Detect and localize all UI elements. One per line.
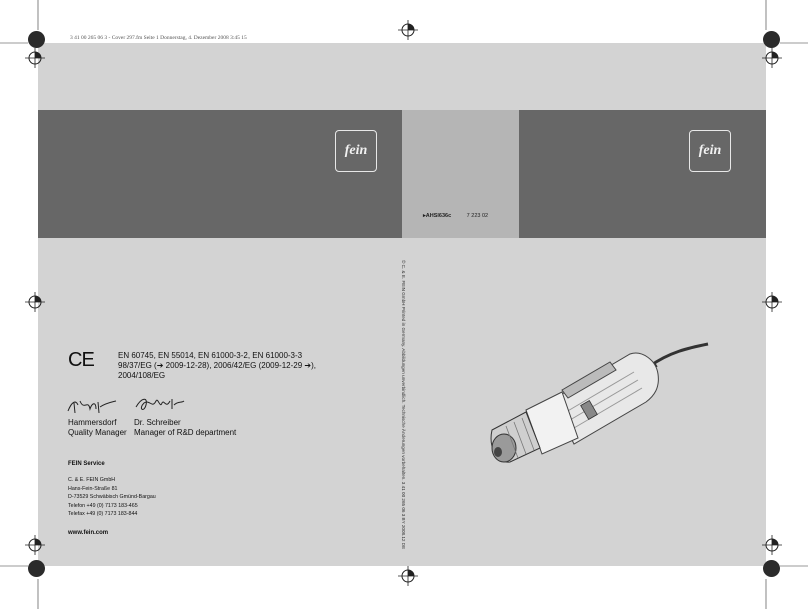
standards-line: 98/37/EG (➔ 2009-12-28), 2006/42/EG (2009-12-29 ➔), (118, 361, 316, 370)
standards-line: EN 60745, EN 55014, EN 61000-3-2, EN 61000-3-3 (118, 351, 303, 360)
product-name: ▸AHSl636c (423, 213, 452, 219)
address-phone: Telefon +49 (0) 7173 183-465 (68, 502, 138, 509)
address-city: D-73529 Schwäbisch Gmünd-Bargau (68, 494, 156, 501)
standards-line: 2004/108/EG (118, 371, 166, 380)
address-company: C. & E. FEIN GmbH (68, 477, 116, 483)
address-street: Hans-Fein-Straße 81 (68, 485, 118, 492)
signatory-role: Quality Manager (68, 428, 127, 437)
service-title: FEIN Service (68, 461, 105, 467)
print-header: 3 41 00 265 06 3 - Cover 297.fm Seite 1 Donnerstag, 4. Dezember 2008 3:45 15 (70, 35, 247, 41)
signatory-name: Dr. Schreiber (134, 418, 181, 427)
website-link[interactable]: www.fein.com (68, 530, 109, 536)
vertical-imprint-text: © C. & E. FEIN GmbH Printed in Germany. Abbildungen unverbindlich. Technische Änderungen vorbehalten. 3 41 00 265 06 3 BY 2008.12 DE (401, 260, 406, 550)
address-fax: Telefax +49 (0) 7173 183-844 (68, 511, 138, 518)
ce-mark: CE (68, 349, 94, 371)
signatory-name: Hammersdorf (68, 418, 117, 427)
signatory-role: Manager of R&D department (134, 428, 237, 437)
fein-logo-text: fein (698, 143, 722, 158)
fein-logo-text: fein (344, 143, 368, 158)
product-number: 7 223 02 (466, 213, 489, 219)
